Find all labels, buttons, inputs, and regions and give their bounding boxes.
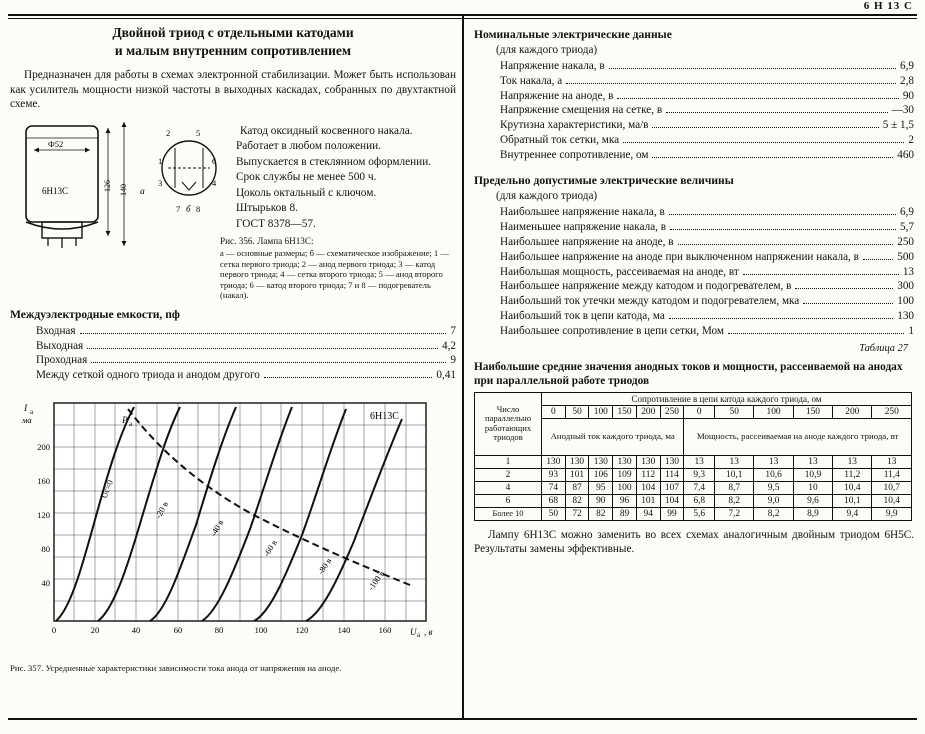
- svg-text:80: 80: [41, 543, 50, 554]
- res-5: 250: [660, 405, 684, 418]
- cell: 9,5: [754, 481, 793, 494]
- right-column: [474, 24, 914, 568]
- svg-text:200: 200: [37, 441, 50, 452]
- cell: 11,4: [872, 468, 912, 481]
- cell: 82: [565, 494, 589, 507]
- cell: 9,6: [793, 494, 832, 507]
- cell: 109: [613, 468, 637, 481]
- cell: 10,9: [793, 468, 832, 481]
- cell: 130: [589, 455, 613, 468]
- cell: 11,2: [833, 468, 872, 481]
- svg-text:160: 160: [37, 475, 50, 486]
- cell: 8,9: [793, 507, 832, 520]
- table-row: [475, 481, 912, 494]
- cell: 10,4: [833, 481, 872, 494]
- figure-356-caption: [220, 236, 458, 301]
- desc-line-5: Штырьков 8.: [236, 202, 298, 215]
- cell: 100: [613, 481, 637, 494]
- list-item: [474, 103, 914, 118]
- limit-value-6: 100: [897, 295, 914, 308]
- list-item: [474, 250, 914, 265]
- cell: 87: [565, 481, 589, 494]
- svg-text:140: 140: [119, 183, 128, 196]
- limit-value-8: 1: [908, 324, 914, 337]
- leader-dots: [609, 68, 896, 69]
- cap-name-1: Выходная: [36, 339, 84, 352]
- cap-name-0: Входная: [36, 324, 76, 337]
- leader-dots: [652, 157, 893, 158]
- list-item: [474, 324, 914, 339]
- list-item: [474, 309, 914, 324]
- nominal-value-0: 6,9: [900, 60, 914, 72]
- table-span-header: Сопротивление в цепи катода каждого триода, ом: [542, 392, 912, 405]
- page-title-line2: и малым внутренним сопротивлением: [114, 43, 352, 59]
- page-title: [10, 24, 456, 60]
- nominal-name-0: Напряжение накала, в: [500, 60, 605, 72]
- svg-text:5: 5: [196, 127, 201, 138]
- svg-text:а: а: [140, 186, 145, 197]
- cell: 10,1: [833, 494, 872, 507]
- leader-dots: [617, 98, 898, 99]
- nominal-value-3: —30: [891, 104, 914, 117]
- svg-text:80: 80: [214, 624, 224, 635]
- desc-line-6: ГОСТ 8378—57.: [236, 217, 316, 230]
- leader-dots: [623, 142, 904, 143]
- page-title-line1: Двойной триод с отдельными катодами: [112, 25, 354, 40]
- limit-name-3: Наибольшее напряжение на аноде при выключенном напряжении накала, в: [500, 250, 859, 263]
- svg-text:140: 140: [337, 624, 351, 635]
- cell: 104: [636, 481, 660, 494]
- nominal-value-2: 90: [902, 89, 914, 102]
- svg-text:60: 60: [173, 624, 183, 635]
- limit-value-7: 130: [897, 309, 914, 322]
- nominal-value-6: 460: [897, 148, 914, 161]
- cell: 93: [542, 468, 566, 481]
- cap-name-3: Между сеткой одного триода и анодом другого: [36, 369, 260, 382]
- desc-line-4: Цоколь октальный с ключом.: [236, 186, 377, 199]
- cell: 106: [589, 468, 613, 481]
- list-item: [474, 148, 914, 163]
- res-6: 0: [684, 405, 715, 418]
- cell: 10,4: [872, 494, 912, 507]
- svg-text:7: 7: [176, 203, 181, 214]
- nominal-value-1: 2,8: [900, 74, 914, 87]
- cell: 101: [636, 494, 660, 507]
- chart-svg: [10, 389, 456, 655]
- list-item: [474, 118, 914, 133]
- row-label-4: Более 10: [475, 507, 542, 520]
- capacitance-list: [10, 324, 456, 383]
- row-label-3: 6: [475, 494, 542, 507]
- nominal-name-3: Напряжение смещения на сетке, в: [500, 104, 663, 117]
- cap-value-1: 4,2: [442, 339, 456, 352]
- limit-name-1: Наименьшее напряжение накала, в: [500, 221, 667, 234]
- desc-line-3: Срок службы не менее 500 ч.: [236, 171, 377, 184]
- cell: 8,7: [715, 481, 754, 494]
- cell: 13: [793, 455, 832, 468]
- table-col1-header: Число параллельно работающих триодов: [475, 392, 542, 455]
- limit-value-1: 5,7: [900, 221, 914, 234]
- chart-xlabel: U: [410, 626, 417, 637]
- leader-dots: [91, 362, 446, 363]
- svg-text:-80 в: -80 в: [315, 555, 334, 577]
- svg-text:4: 4: [212, 177, 217, 188]
- svg-text:0: 0: [51, 624, 57, 635]
- page-header: 6 Н 13 С: [863, 0, 913, 12]
- list-item: [474, 59, 914, 74]
- leader-dots: [264, 377, 433, 378]
- figure-356: [10, 118, 456, 304]
- desc-line-0: Катод оксидный косвенного накала.: [240, 124, 413, 137]
- svg-text:126: 126: [103, 179, 112, 192]
- leader-dots: [795, 288, 893, 289]
- list-item: [10, 339, 456, 354]
- cell: 8,2: [754, 507, 793, 520]
- cell: 104: [660, 494, 684, 507]
- cell: 114: [660, 468, 684, 481]
- svg-text:1: 1: [158, 155, 163, 166]
- svg-text:20: 20: [90, 624, 100, 635]
- table-row: [475, 455, 912, 468]
- limit-name-0: Наибольшее напряжение накала, в: [500, 206, 665, 219]
- svg-text:120: 120: [295, 624, 309, 635]
- desc-line-1: Работает в любом положении.: [236, 140, 381, 153]
- leader-dots: [669, 214, 896, 215]
- table-row: [475, 494, 912, 507]
- cell: 10,7: [872, 481, 912, 494]
- cell: 82: [589, 507, 613, 520]
- table-27-label: Таблица 27: [859, 342, 908, 354]
- list-item: [474, 220, 914, 235]
- cell: 13: [684, 455, 715, 468]
- res-9: 150: [793, 405, 832, 418]
- cell: 13: [833, 455, 872, 468]
- chart-ylabel: I: [24, 403, 28, 414]
- list-item: [474, 279, 914, 294]
- cell: 8,2: [715, 494, 754, 507]
- res-10: 200: [833, 405, 872, 418]
- limit-name-2: Наибольшее напряжение на аноде, в: [500, 236, 674, 249]
- svg-text:40: 40: [41, 577, 50, 588]
- cell: 99: [660, 507, 684, 520]
- description-list: [222, 124, 454, 232]
- leader-dots: [80, 333, 447, 334]
- list-item: [474, 205, 914, 220]
- limit-value-3: 500: [897, 250, 914, 263]
- nominal-name-4: Крутизна характеристики, ма/в: [500, 119, 649, 132]
- tube-outline-drawing: [12, 118, 154, 250]
- cell: 130: [636, 455, 660, 468]
- nominal-name-5: Обратный ток сетки, мка: [500, 133, 620, 146]
- table-group2-header: Мощность, рассеиваемая на аноде каждого триода, вт: [684, 418, 912, 455]
- cell: 68: [542, 494, 566, 507]
- intro-paragraph: Предназначен для работы в схемах электронной стабилизации. Может быть использован как усилитель мощности низкой частоты в выходных каскадах, собранных по двухтактной схеме.: [10, 69, 456, 111]
- left-column: [10, 24, 456, 674]
- cell: 6,8: [684, 494, 715, 507]
- limit-name-6: Наибольший ток утечки между катодом и подогревателем, мка: [500, 295, 800, 308]
- cell: 74: [542, 481, 566, 494]
- leader-dots: [803, 303, 893, 304]
- chart-title: 6Н13С: [370, 410, 399, 422]
- cell: 95: [589, 481, 613, 494]
- svg-text:-20 в: -20 в: [152, 499, 170, 520]
- row-label-0: 1: [475, 455, 542, 468]
- list-item: [474, 74, 914, 89]
- table-group1-header: Анодный ток каждого триода, ма: [542, 418, 684, 455]
- row-label-1: 2: [475, 468, 542, 481]
- svg-text:160: 160: [378, 624, 392, 635]
- cell: 10: [793, 481, 832, 494]
- res-1: 50: [565, 405, 589, 418]
- limit-value-4: 13: [902, 265, 914, 278]
- list-item: [10, 368, 456, 383]
- list-item: [10, 353, 456, 368]
- curve-label-uc0: Uc=0: [98, 478, 115, 500]
- nominal-sub: (для каждого триода): [496, 44, 598, 56]
- anode-characteristics-chart: [10, 389, 456, 674]
- desc-line-2: Выпускается в стеклянном оформлении.: [236, 155, 432, 168]
- limit-value-5: 300: [897, 280, 914, 293]
- cell: 13: [754, 455, 793, 468]
- leader-dots: [669, 318, 893, 319]
- svg-text:Ф52: Ф52: [48, 138, 64, 149]
- table-27-title: Наибольшие средние значения анодных токов и мощности, рассеиваемой на анодах при параллельной работе триодов: [474, 360, 903, 388]
- svg-text:-40 в: -40 в: [208, 517, 226, 538]
- res-8: 100: [754, 405, 793, 418]
- leader-dots: [670, 229, 896, 230]
- svg-text:8: 8: [196, 203, 201, 214]
- nominal-name-2: Напряжение на аноде, в: [500, 89, 614, 102]
- cap-value-0: 7: [450, 324, 456, 337]
- svg-text:P: P: [122, 415, 128, 426]
- bottom-rule: [8, 718, 917, 720]
- cell: 112: [636, 468, 660, 481]
- cell: 9,0: [754, 494, 793, 507]
- cell: 72: [565, 507, 589, 520]
- figure-357-caption: Рис. 357. Усредненные характеристики зависимости тока анода от напряжения на аноде.: [10, 662, 342, 673]
- limit-name-4: Наибольшая мощность, рассеиваемая на аноде, вт: [500, 265, 739, 278]
- res-3: 150: [613, 405, 637, 418]
- list-item: [474, 133, 914, 148]
- nominal-list: [474, 59, 914, 162]
- svg-text:ма: ма: [22, 414, 32, 425]
- limit-name-5: Наибольшее напряжение между катодом и подогревателем, в: [500, 280, 792, 293]
- leader-dots: [678, 244, 894, 245]
- cell: 107: [660, 481, 684, 494]
- limit-value-2: 250: [897, 236, 914, 249]
- footnote: Лампу 6Н13С можно заменить во всех схемах аналогичным двойным триодом 6Н5С. Результаты замены эффективные.: [474, 528, 914, 556]
- cell: 13: [872, 455, 912, 468]
- cell: 10,6: [754, 468, 793, 481]
- leader-dots: [743, 274, 899, 275]
- tube-schematic-symbol: [158, 124, 220, 216]
- limit-name-8: Наибольшее сопротивление в цепи сетки, Мом: [500, 324, 724, 337]
- nominal-name-1: Ток накала, а: [500, 74, 563, 87]
- limits-sub: (для каждого триода): [496, 190, 598, 203]
- svg-text:-60 в: -60 в: [261, 537, 279, 558]
- leader-dots: [652, 127, 878, 128]
- cap-value-2: 9: [450, 354, 456, 367]
- svg-text:а: а: [417, 630, 421, 639]
- res-2: 100: [589, 405, 613, 418]
- cell: 89: [613, 507, 637, 520]
- nominal-value-4: 5 ± 1,5: [882, 119, 914, 132]
- cap-name-2: Проходная: [36, 354, 88, 367]
- leader-dots: [666, 112, 888, 113]
- cell: 13: [715, 455, 754, 468]
- table-row: [475, 392, 912, 405]
- cell: 130: [660, 455, 684, 468]
- leader-dots: [566, 83, 896, 84]
- cell: 9,9: [872, 507, 912, 520]
- cell: 94: [636, 507, 660, 520]
- nominal-value-5: 2: [908, 133, 914, 146]
- list-item: [474, 89, 914, 104]
- svg-text:а: а: [30, 407, 34, 416]
- res-7: 50: [715, 405, 754, 418]
- cell: 5,6: [684, 507, 715, 520]
- figure-356-text: а — основные размеры; б — схематическое изображение; 1 — сетка первого триода; 2 — анод первого триода; 3 — катод первого триода; 4 — сетка второго триода; 5 — анод второго триода; 6 — катод второго триода; 7 и 8 — подогреватель (накал).: [220, 248, 449, 301]
- svg-text:40: 40: [131, 624, 141, 635]
- cell: 9,4: [833, 507, 872, 520]
- svg-text:3: 3: [158, 177, 163, 188]
- leader-dots: [863, 259, 893, 260]
- table-row: [475, 468, 912, 481]
- cell: 130: [542, 455, 566, 468]
- cell: 130: [565, 455, 589, 468]
- limit-value-0: 6,9: [900, 206, 914, 219]
- res-4: 200: [636, 405, 660, 418]
- limits-list: [474, 205, 914, 338]
- row-label-2: 4: [475, 481, 542, 494]
- nominal-heading: Номинальные электрические данные: [474, 28, 672, 41]
- svg-text:б: б: [186, 203, 191, 214]
- nominal-name-6: Внутреннее сопротивление, ом: [500, 148, 649, 161]
- svg-text:а: а: [129, 419, 133, 428]
- list-item: [474, 294, 914, 309]
- cell: 10,1: [715, 468, 754, 481]
- svg-text:2: 2: [166, 127, 171, 138]
- cell: 50: [542, 507, 566, 520]
- svg-text:6Н13С: 6Н13С: [42, 185, 69, 196]
- table-27: [474, 392, 912, 521]
- list-item: [10, 324, 456, 339]
- list-item: [474, 235, 914, 250]
- svg-text:, в: , в: [424, 626, 433, 637]
- cap-value-3: 0,41: [436, 369, 456, 382]
- limit-name-7: Наибольший ток в цепи катода, ма: [500, 309, 665, 322]
- capacitance-heading: Междуэлектродные емкости, пф: [10, 307, 180, 321]
- svg-text:100: 100: [254, 624, 268, 635]
- leader-dots: [728, 333, 904, 334]
- cell: 7,4: [684, 481, 715, 494]
- list-item: [474, 265, 914, 280]
- figure-356-title: Рис. 356. Лампа 6Н13С:: [220, 235, 314, 246]
- limits-heading: Предельно допустимые электрические величины: [474, 174, 734, 188]
- svg-text:-100 в: -100 в: [365, 568, 387, 593]
- svg-text:6: 6: [212, 155, 217, 166]
- column-divider: [462, 14, 464, 720]
- cell: 9,3: [684, 468, 715, 481]
- cell: 101: [565, 468, 589, 481]
- table-row: [475, 507, 912, 520]
- leader-dots: [87, 348, 438, 349]
- cell: 90: [589, 494, 613, 507]
- cell: 96: [613, 494, 637, 507]
- svg-text:120: 120: [37, 509, 50, 520]
- res-0: 0: [542, 405, 566, 418]
- cell: 7,2: [715, 507, 754, 520]
- res-11: 250: [872, 405, 912, 418]
- cell: 130: [613, 455, 637, 468]
